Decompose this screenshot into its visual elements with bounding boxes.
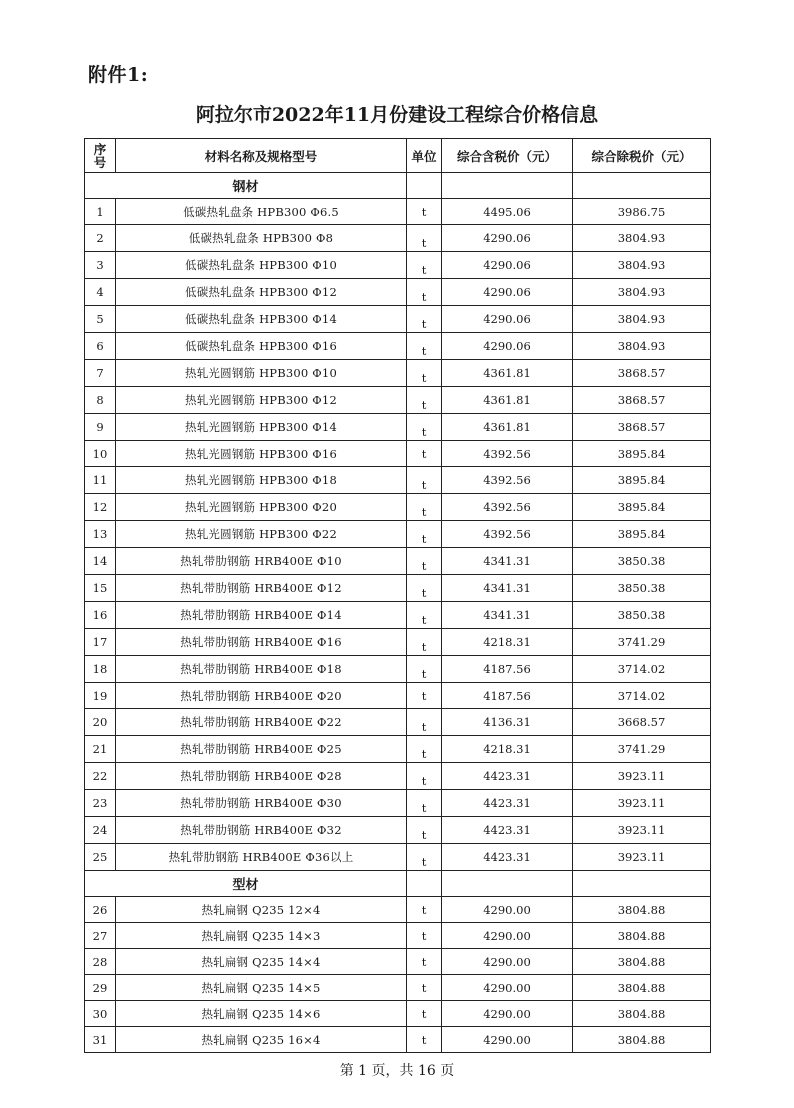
row-price-excl-tax: 3714.02 (573, 656, 711, 683)
row-price-incl-tax: 4136.31 (442, 709, 573, 736)
row-unit: t (407, 360, 442, 387)
row-unit: t (407, 521, 442, 548)
row-price-excl-tax: 3923.11 (573, 817, 711, 844)
row-price-incl-tax: 4392.56 (442, 441, 573, 467)
row-price-excl-tax: 3804.93 (573, 252, 711, 279)
row-price-excl-tax: 3804.88 (573, 1001, 711, 1027)
table-row (85, 548, 711, 575)
attachment-label: 附件1: (88, 64, 149, 86)
header-seq (85, 139, 116, 173)
row-unit: t (407, 548, 442, 575)
table-row (85, 1001, 711, 1027)
row-price-excl-tax: 3804.88 (573, 897, 711, 923)
row-price-excl-tax: 3804.88 (573, 1027, 711, 1053)
row-price-excl-tax: 3804.93 (573, 333, 711, 360)
row-unit: t (407, 923, 442, 949)
row-material-name: 热轧扁钢 Q235 14×4 (116, 949, 407, 975)
row-price-excl-tax: 3804.93 (573, 279, 711, 306)
row-seq: 2 (85, 225, 116, 252)
section-row (85, 871, 711, 897)
page-footer: 第 1 页，共 16 页 (339, 1063, 455, 1079)
row-price-incl-tax: 4290.00 (442, 1027, 573, 1053)
row-price-incl-tax: 4392.56 (442, 494, 573, 521)
row-seq: 24 (85, 817, 116, 844)
row-unit: t (407, 817, 442, 844)
row-material-name: 热轧带肋钢筋 HRB400E Φ10 (116, 548, 407, 575)
row-material-name: 热轧光圆钢筋 HPB300 Φ10 (116, 360, 407, 387)
row-seq: 12 (85, 494, 116, 521)
row-material-name: 热轧带肋钢筋 HRB400E Φ20 (116, 683, 407, 709)
header-unit: 单位 (407, 139, 442, 173)
table-row (85, 575, 711, 602)
row-price-incl-tax: 4290.00 (442, 975, 573, 1001)
row-material-name: 热轧扁钢 Q235 14×3 (116, 923, 407, 949)
row-price-excl-tax: 3850.38 (573, 602, 711, 629)
row-price-incl-tax: 4392.56 (442, 467, 573, 494)
row-price-excl-tax: 3741.29 (573, 629, 711, 656)
row-unit: t (407, 897, 442, 923)
table-row (85, 844, 711, 871)
row-seq: 16 (85, 602, 116, 629)
table-row (85, 521, 711, 548)
row-seq: 6 (85, 333, 116, 360)
section-label: 型材 (85, 871, 407, 897)
row-price-excl-tax: 3741.29 (573, 736, 711, 763)
row-price-incl-tax: 4218.31 (442, 629, 573, 656)
row-seq: 5 (85, 306, 116, 333)
row-unit: t (407, 199, 442, 225)
row-unit: t (407, 975, 442, 1001)
row-material-name: 热轧扁钢 Q235 12×4 (116, 897, 407, 923)
row-price-incl-tax: 4290.00 (442, 949, 573, 975)
row-seq: 17 (85, 629, 116, 656)
header-name: 材料名称及规格型号 (116, 139, 407, 173)
row-price-excl-tax: 3804.93 (573, 306, 711, 333)
price-table (84, 138, 711, 1053)
row-material-name: 热轧光圆钢筋 HPB300 Φ16 (116, 441, 407, 467)
table-row (85, 629, 711, 656)
row-seq: 3 (85, 252, 116, 279)
table-row (85, 602, 711, 629)
row-seq: 29 (85, 975, 116, 1001)
table-row (85, 467, 711, 494)
row-price-excl-tax: 3804.88 (573, 949, 711, 975)
row-price-excl-tax: 3804.88 (573, 923, 711, 949)
table-row (85, 494, 711, 521)
table-row (85, 683, 711, 709)
section-incl-empty (442, 871, 573, 897)
row-price-incl-tax: 4423.31 (442, 817, 573, 844)
row-price-excl-tax: 3923.11 (573, 763, 711, 790)
row-seq: 8 (85, 387, 116, 414)
row-price-excl-tax: 3668.57 (573, 709, 711, 736)
section-unit-empty (407, 871, 442, 897)
row-price-excl-tax: 3868.57 (573, 414, 711, 441)
row-price-excl-tax: 3895.84 (573, 467, 711, 494)
row-material-name: 热轧带肋钢筋 HRB400E Φ18 (116, 656, 407, 683)
row-price-incl-tax: 4392.56 (442, 521, 573, 548)
row-material-name: 热轧扁钢 Q235 16×4 (116, 1027, 407, 1053)
row-price-incl-tax: 4423.31 (442, 790, 573, 817)
row-material-name: 低碳热轧盘条 HPB300 Φ12 (116, 279, 407, 306)
row-price-incl-tax: 4290.00 (442, 1001, 573, 1027)
row-unit: t (407, 763, 442, 790)
table-row (85, 656, 711, 683)
table-row (85, 975, 711, 1001)
row-material-name: 热轧光圆钢筋 HPB300 Φ20 (116, 494, 407, 521)
row-unit: t (407, 467, 442, 494)
row-material-name: 热轧光圆钢筋 HPB300 Φ12 (116, 387, 407, 414)
row-price-incl-tax: 4495.06 (442, 199, 573, 225)
row-unit: t (407, 387, 442, 414)
row-material-name: 热轧带肋钢筋 HRB400E Φ30 (116, 790, 407, 817)
row-unit: t (407, 414, 442, 441)
table-row (85, 225, 711, 252)
table-row (85, 279, 711, 306)
row-price-incl-tax: 4290.06 (442, 333, 573, 360)
row-price-excl-tax: 3923.11 (573, 844, 711, 871)
row-price-incl-tax: 4290.00 (442, 897, 573, 923)
row-material-name: 低碳热轧盘条 HPB300 Φ10 (116, 252, 407, 279)
row-material-name: 热轧光圆钢筋 HPB300 Φ14 (116, 414, 407, 441)
row-price-excl-tax: 3895.84 (573, 494, 711, 521)
row-unit: t (407, 225, 442, 252)
table-row (85, 709, 711, 736)
table-row (85, 360, 711, 387)
row-seq: 22 (85, 763, 116, 790)
row-unit: t (407, 333, 442, 360)
row-unit: t (407, 709, 442, 736)
row-unit: t (407, 949, 442, 975)
section-excl-empty (573, 871, 711, 897)
header-price-incl-tax: 综合含税价（元） (442, 139, 573, 173)
row-material-name: 热轧光圆钢筋 HPB300 Φ18 (116, 467, 407, 494)
row-unit: t (407, 1027, 442, 1053)
table-row (85, 1027, 711, 1053)
row-price-incl-tax: 4341.31 (442, 548, 573, 575)
row-price-incl-tax: 4423.31 (442, 763, 573, 790)
row-unit: t (407, 575, 442, 602)
row-seq: 30 (85, 1001, 116, 1027)
row-unit: t (407, 736, 442, 763)
table-body (85, 173, 711, 1053)
row-seq: 14 (85, 548, 116, 575)
table-row (85, 736, 711, 763)
row-price-excl-tax: 3850.38 (573, 548, 711, 575)
section-unit-empty (407, 173, 442, 199)
table-row (85, 414, 711, 441)
row-unit: t (407, 279, 442, 306)
row-material-name: 低碳热轧盘条 HPB300 Φ14 (116, 306, 407, 333)
row-seq: 28 (85, 949, 116, 975)
table-row (85, 387, 711, 414)
table-row (85, 949, 711, 975)
row-unit: t (407, 306, 442, 333)
section-excl-empty (573, 173, 711, 199)
row-price-excl-tax: 3714.02 (573, 683, 711, 709)
row-material-name: 热轧带肋钢筋 HRB400E Φ12 (116, 575, 407, 602)
row-material-name: 热轧带肋钢筋 HRB400E Φ28 (116, 763, 407, 790)
row-unit: t (407, 252, 442, 279)
document-title: 阿拉尔市2022年11月份建设工程综合价格信息 (195, 104, 599, 126)
row-price-incl-tax: 4361.81 (442, 387, 573, 414)
row-seq: 9 (85, 414, 116, 441)
row-seq: 11 (85, 467, 116, 494)
row-price-incl-tax: 4290.06 (442, 225, 573, 252)
table-row (85, 923, 711, 949)
table-row (85, 306, 711, 333)
row-material-name: 低碳热轧盘条 HPB300 Φ16 (116, 333, 407, 360)
row-price-excl-tax: 3923.11 (573, 790, 711, 817)
row-seq: 13 (85, 521, 116, 548)
section-incl-empty (442, 173, 573, 199)
row-unit: t (407, 844, 442, 871)
header-seq-line1: 序 (93, 141, 107, 157)
row-price-incl-tax: 4218.31 (442, 736, 573, 763)
table-row (85, 763, 711, 790)
row-seq: 27 (85, 923, 116, 949)
row-price-incl-tax: 4361.81 (442, 414, 573, 441)
row-material-name: 热轧带肋钢筋 HRB400E Φ32 (116, 817, 407, 844)
row-price-excl-tax: 3804.88 (573, 975, 711, 1001)
row-price-incl-tax: 4290.06 (442, 252, 573, 279)
row-price-excl-tax: 3895.84 (573, 521, 711, 548)
row-material-name: 低碳热轧盘条 HPB300 Φ8 (116, 225, 407, 252)
row-unit: t (407, 629, 442, 656)
row-material-name: 低碳热轧盘条 HPB300 Φ6.5 (116, 199, 407, 225)
row-seq: 31 (85, 1027, 116, 1053)
row-seq: 19 (85, 683, 116, 709)
row-price-excl-tax: 3804.93 (573, 225, 711, 252)
section-row (85, 173, 711, 199)
row-material-name: 热轧带肋钢筋 HRB400E Φ36以上 (116, 844, 407, 871)
row-price-incl-tax: 4423.31 (442, 844, 573, 871)
row-seq: 26 (85, 897, 116, 923)
row-seq: 18 (85, 656, 116, 683)
table-row (85, 333, 711, 360)
row-seq: 15 (85, 575, 116, 602)
row-material-name: 热轧带肋钢筋 HRB400E Φ25 (116, 736, 407, 763)
row-material-name: 热轧带肋钢筋 HRB400E Φ22 (116, 709, 407, 736)
row-material-name: 热轧光圆钢筋 HPB300 Φ22 (116, 521, 407, 548)
table-row (85, 897, 711, 923)
row-price-incl-tax: 4290.06 (442, 279, 573, 306)
row-unit: t (407, 441, 442, 467)
table-header-row (85, 139, 711, 173)
row-seq: 25 (85, 844, 116, 871)
row-seq: 10 (85, 441, 116, 467)
table-row (85, 199, 711, 225)
row-material-name: 热轧扁钢 Q235 14×6 (116, 1001, 407, 1027)
row-material-name: 热轧带肋钢筋 HRB400E Φ14 (116, 602, 407, 629)
row-price-incl-tax: 4341.31 (442, 575, 573, 602)
row-price-incl-tax: 4361.81 (442, 360, 573, 387)
row-price-excl-tax: 3986.75 (573, 199, 711, 225)
header-price-excl-tax: 综合除税价（元） (573, 139, 711, 173)
row-price-excl-tax: 3895.84 (573, 441, 711, 467)
row-unit: t (407, 683, 442, 709)
row-unit: t (407, 602, 442, 629)
row-price-excl-tax: 3850.38 (573, 575, 711, 602)
row-material-name: 热轧扁钢 Q235 14×5 (116, 975, 407, 1001)
row-price-incl-tax: 4187.56 (442, 656, 573, 683)
row-unit: t (407, 656, 442, 683)
row-unit: t (407, 790, 442, 817)
row-price-excl-tax: 3868.57 (573, 360, 711, 387)
row-unit: t (407, 1001, 442, 1027)
row-seq: 4 (85, 279, 116, 306)
row-seq: 21 (85, 736, 116, 763)
row-price-incl-tax: 4290.00 (442, 923, 573, 949)
table-row (85, 441, 711, 467)
row-seq: 1 (85, 199, 116, 225)
section-label: 钢材 (85, 173, 407, 199)
table-row (85, 252, 711, 279)
table-row (85, 790, 711, 817)
row-seq: 7 (85, 360, 116, 387)
row-material-name: 热轧带肋钢筋 HRB400E Φ16 (116, 629, 407, 656)
row-price-incl-tax: 4290.06 (442, 306, 573, 333)
row-unit: t (407, 494, 442, 521)
row-seq: 23 (85, 790, 116, 817)
row-price-incl-tax: 4341.31 (442, 602, 573, 629)
table-row (85, 817, 711, 844)
row-price-incl-tax: 4187.56 (442, 683, 573, 709)
row-price-excl-tax: 3868.57 (573, 387, 711, 414)
row-seq: 20 (85, 709, 116, 736)
header-seq-line2: 号 (93, 154, 107, 170)
